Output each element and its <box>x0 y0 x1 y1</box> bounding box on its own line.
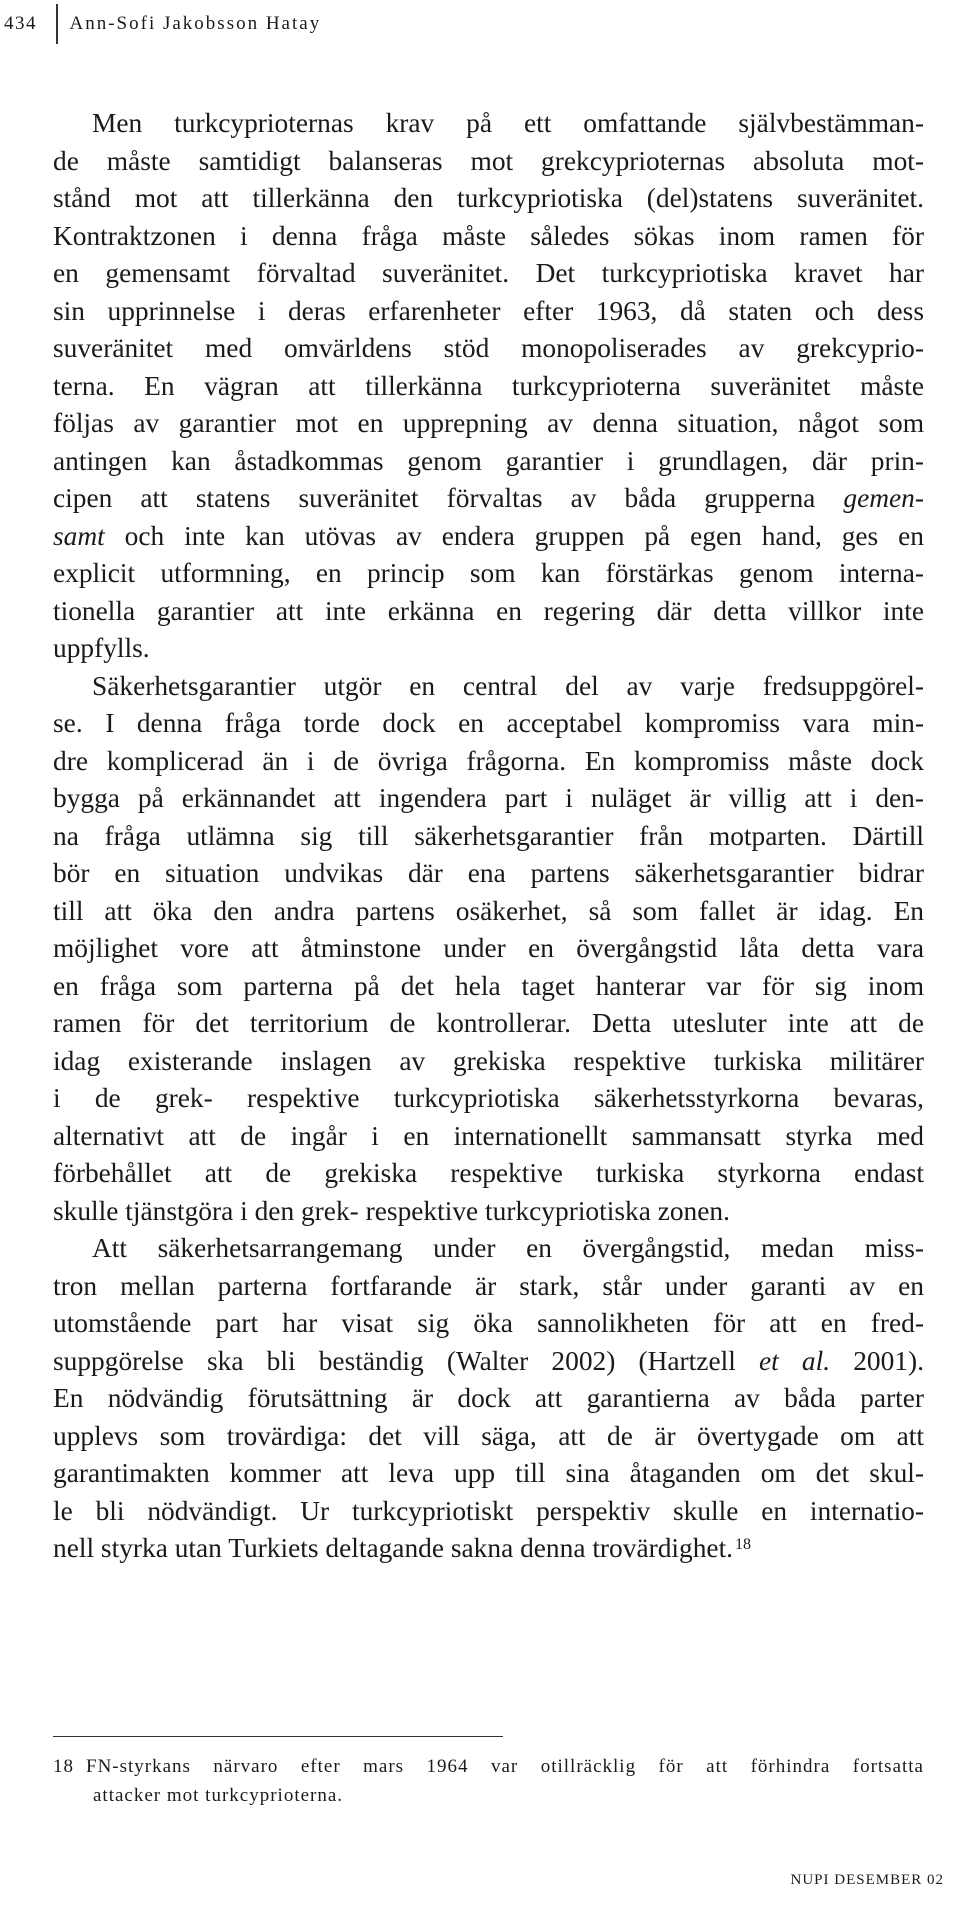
text-line: tionella garantier att inte erkänna en regering där detta villkor inte <box>53 595 924 626</box>
text-segment: suppgörelse ska bli beständig (Walter 2002) (Hartzell <box>53 1345 736 1376</box>
text-line <box>53 1343 924 1381</box>
text-line: bör en situation undvikas där ena partens säkerhetsgarantier bidrar <box>53 858 924 888</box>
text-line: garantimakten kommer att leva upp till sina åtaganden om det skul- <box>53 1458 924 1488</box>
text-line: sin upprinnelse i deras erfarenheter efter 1963, då staten och dess <box>53 295 924 326</box>
text-line <box>53 518 924 556</box>
text-line: skulle tjänstgöra i den grek- respektive turkcypriotiska zonen. <box>53 1195 730 1226</box>
text-line: ramen för det territorium de kontrollerar. Detta utesluter inte att de <box>53 1008 924 1038</box>
page-number: 434 <box>4 13 37 34</box>
text-segment: och inte kan utövas av endera gruppen på egen hand, ges en <box>124 520 924 551</box>
text-line: alternativt att de ingår i en internationellt sammansatt styrka med <box>53 1120 924 1151</box>
body-text <box>53 105 924 1568</box>
text-line: utomstående part har visat sig öka sannolikheten för att en fred- <box>53 1308 924 1338</box>
text-segment: 2001). <box>853 1345 924 1376</box>
text-line: upplevs som trovärdiga: det vill säga, att de är övertygade om att <box>53 1420 924 1451</box>
page-header <box>0 4 321 44</box>
footnote-line: attacker mot turkcyprioterna. <box>93 1785 344 1806</box>
text-line: En nödvändig förutsättning är dock att garantierna av båda parter <box>53 1383 924 1413</box>
text-line: se. I denna fråga torde dock en acceptabel kompromiss vara min- <box>53 708 924 738</box>
running-head: Ann-Sofi Jakobsson Hatay <box>69 13 322 34</box>
text-line: de måste samtidigt balanseras mot grekcyprioternas absoluta mot- <box>53 145 924 176</box>
text-line: bygga på erkännandet att ingendera part i nuläget är villig att i den- <box>53 783 924 813</box>
text-line: terna. En vägran att tillerkänna turkcyprioterna suveränitet måste <box>53 370 924 401</box>
footnote <box>53 1752 924 1810</box>
text-line: följas av garantier mot en upprepning av denna situation, något som <box>53 408 924 438</box>
text-line: uppfylls. <box>53 633 150 663</box>
text-line: Men turkcyprioternas krav på ett omfattande självbestämman- <box>92 108 924 138</box>
italic-term: samt <box>53 520 105 551</box>
text-line: suveränitet med omvärldens stöd monopoliserades av grekcyprio- <box>53 333 924 363</box>
text-line: möjlighet vore att åtminstone under en övergångstid låta detta vara <box>53 933 924 963</box>
text-segment: cipen att statens suveränitet förvaltas av båda grupperna <box>53 483 816 513</box>
footnote-text: FN-styrkans närvaro efter mars 1964 var otillräcklig för att förhindra fortsatta <box>86 1756 924 1777</box>
text-line: förbehållet att de grekiska respektive turkiska styrkorna endast <box>53 1158 924 1188</box>
text-line <box>53 1530 924 1568</box>
text-line: Säkerhetsgarantier utgör en central del av varje fredsuppgörel- <box>92 670 924 701</box>
text-line: explicit utformning, en princip som kan förstärkas genom interna- <box>53 558 924 588</box>
text-line: le bli nödvändigt. Ur turkcypriotiskt perspektiv skulle en internatio- <box>53 1495 924 1526</box>
text-line: Att säkerhetsarrangemang under en övergångstid, medan miss- <box>92 1233 924 1263</box>
text-line: till att öka den andra partens osäkerhet, så som fallet är idag. En <box>53 895 924 926</box>
text-line: Kontraktzonen i denna fråga måste således sökas inom ramen för <box>53 220 924 251</box>
text-line: stånd mot att tillerkänna den turkcypriotiska (del)statens suveränitet. <box>53 183 924 213</box>
italic-term: et al. <box>758 1345 831 1376</box>
text-line: na fråga utlämna sig till säkerhetsgarantier från motparten. Därtill <box>53 820 924 851</box>
text-segment: nell styrka utan Turkiets deltagande sakna denna trovärdighet. <box>53 1533 734 1563</box>
text-line: en fråga som parterna på det hela taget hanterar var för sig inom <box>53 970 924 1001</box>
footnote-divider <box>53 1736 503 1737</box>
text-line: i de grek- respektive turkcypriotiska säkerhetsstyrkorna bevaras, <box>53 1083 924 1113</box>
text-line: dre komplicerad än i de övriga frågorna. En kompromiss måste dock <box>53 745 924 776</box>
text-line: antingen kan åstadkommas genom garantier i grundlagen, där prin- <box>53 445 924 476</box>
italic-term: gemen- <box>843 483 924 513</box>
text-line: tron mellan parterna fortfarande är stark, står under garanti av en <box>53 1270 924 1301</box>
header-divider <box>56 4 58 44</box>
footnote-number: 18 <box>53 1756 74 1777</box>
text-line: idag existerande inslagen av grekiska respektive turkiska militärer <box>53 1045 924 1076</box>
footnote-line <box>53 1752 924 1781</box>
footnote-reference[interactable]: 18 <box>735 1536 752 1553</box>
text-line <box>53 480 924 518</box>
page-footer: NUPI DESEMBER 02 <box>790 1872 944 1888</box>
text-line: en gemensamt förvaltad suveränitet. Det turkcypriotiska kravet har <box>53 258 924 288</box>
